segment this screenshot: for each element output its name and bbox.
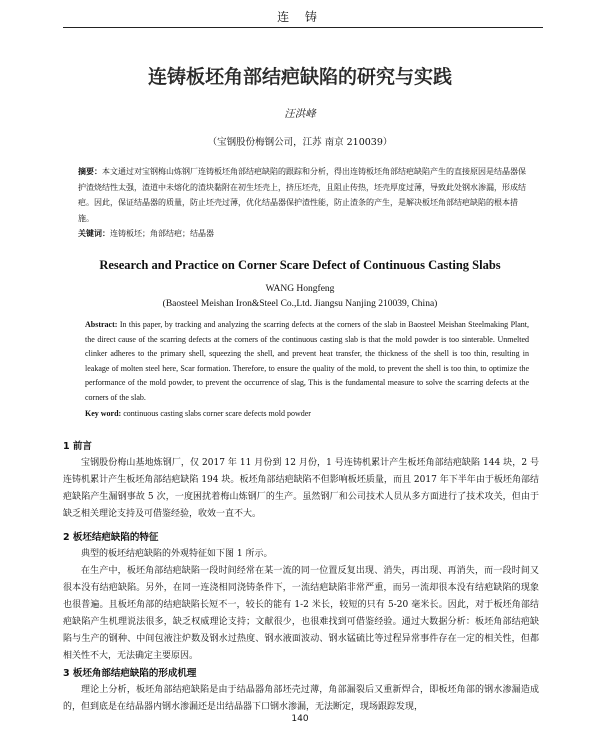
section-heading-introduction: 1 前言 (63, 441, 92, 452)
paragraph: 典型的板坯结疤缺陷的外观特征如下图 1 所示。 (81, 549, 273, 559)
keywords-cn-label: 关键词： (78, 228, 110, 238)
abstract-en-label: Abstract: (85, 320, 118, 329)
page-number: 140 (291, 714, 309, 724)
keywords-en-label: Key word: (85, 408, 122, 418)
paragraph: 宝钢股份梅山基地炼钢厂，仅 2017 年 11 月份到 12 月份，1 号连铸机累计产生板坯角部结疤缺陷 144 块，2 号连铸机累计产生板坯角部结疤缺陷 194 块。板坯角部结疤缺陷不但影响板坯质量，而且 2017 年下半年由于板坯角部结疤缺陷产生漏钢事故 5 次，一度困扰着梅山炼钢厂的生产。虽然钢厂和公司技术人员从多方面进行了技术攻关，但由于缺乏相关理论支持及可借鉴经验，收效一直不大。 (63, 458, 539, 519)
title-chinese: 连铸板坯角部结疤缺陷的研究与实践 (147, 66, 452, 88)
title-english: Research and Practice on Corner Scare Defect of Continuous Casting Slabs (99, 258, 501, 272)
abstract-chinese (78, 164, 532, 242)
affiliation-english: (Baosteel Meishan Iron&Steel Co.,Ltd. Jiangsu Nanjing 210039, China) (162, 299, 438, 309)
section-body-mechanism (63, 682, 539, 716)
author-english: WANG Hongfeng (265, 284, 335, 294)
section-heading-features: 2 板坯结疤缺陷的特征 (63, 532, 159, 543)
abstract-cn-text: 本文通过对宝钢梅山炼钢厂连铸板坯角部结疤缺陷的跟踪和分析，得出连铸板坯角部结疤缺陷产生的直接原因是结晶器保护渣烧结性太强，渣道中未熔化的渣块黏附在初生坯壳上，挤压坯壳，且阻止传热，坯壳厚度过薄，导致此处钢水渗漏，形成结疤。因此，保证结晶器的质量，防止坯壳过薄，优化结晶器保护渣性能，防止渣条的产生，是解决板坯角部结疤缺陷的根本措施。 (78, 167, 526, 223)
running-head: 连 铸 (277, 10, 323, 24)
paragraph: 在生产中，板坯角部结疤缺陷一段时间经常在某一流的同一位置反复出现、消失，再出现、再消失，而一段时间又很本没有结疤缺陷。另外，在同一连浇相同浇铸条件下，一流结疤缺陷非常严重，而另一流却很本没有结疤缺陷的现象也很普遍。且板坯角部的结疤缺陷长短不一，较长的能有 1-2 米长，较短的只有 5-20 毫米长。因此，对于板坯角部结疤缺陷产生机理说法很多，缺乏权威理论支持；文献很少，也很难找到可借鉴经验。通过大数据分析：板坯角部结疤缺陷与生产的钢种、中间包液注炉数及钢水过热度、钢水液面波动、钢水锰硫比等过程异常事件存在一定的相关性，但都相关性不大，无法确定主要原因。 (63, 566, 539, 661)
abstract-english (85, 318, 529, 421)
author-chinese: 汪洪峰 (284, 108, 316, 120)
section-body-features (63, 546, 539, 665)
affiliation-chinese: （宝钢股份梅钢公司，江苏 南京 210039） (207, 137, 393, 148)
section-heading-mechanism: 3 板坯角部结疤缺陷的形成机理 (63, 668, 197, 679)
keywords-en-text: continuous casting slabs corner scare defects mold powder (123, 408, 311, 418)
paragraph: 理论上分析，板坯角部结疤缺陷是由于结晶器角部坯壳过薄，角部漏裂后又重新焊合，即板坯角部的钢水渗漏造成的，但到底是在结晶器内钢水渗漏还是出结晶器下口钢水渗漏，无法断定，现场跟踪发现， (63, 685, 539, 712)
section-body-introduction (63, 455, 539, 523)
abstract-cn-label: 摘要： (78, 166, 102, 176)
abstract-en-text: In this paper, by tracking and analyzing the scarring defects at the corners of the slab in Baosteel Meishan Steelmaking Plant, the direct cause of the scarring defects at the corners of the continuous casting slab is that the mold powder is too sinterable. Unmelted clinker adheres to the primary shell, squeezing the shell, and prevent heat transfer, the thickness of the shell is too thin, resulting in leakage of molten steel here, Scar formation. Therefore, to ensure the quality of the mold, to prevent the shell is too thin, to optimize the performance of the mold powder, to prevent the occurrence of slag, This is the fundamental measure to solve the scarring defects at the corners of the slab. (85, 320, 530, 402)
header-rule (63, 27, 543, 28)
keywords-cn-text: 连铸板坯；角部结疤；结晶器 (110, 229, 214, 238)
